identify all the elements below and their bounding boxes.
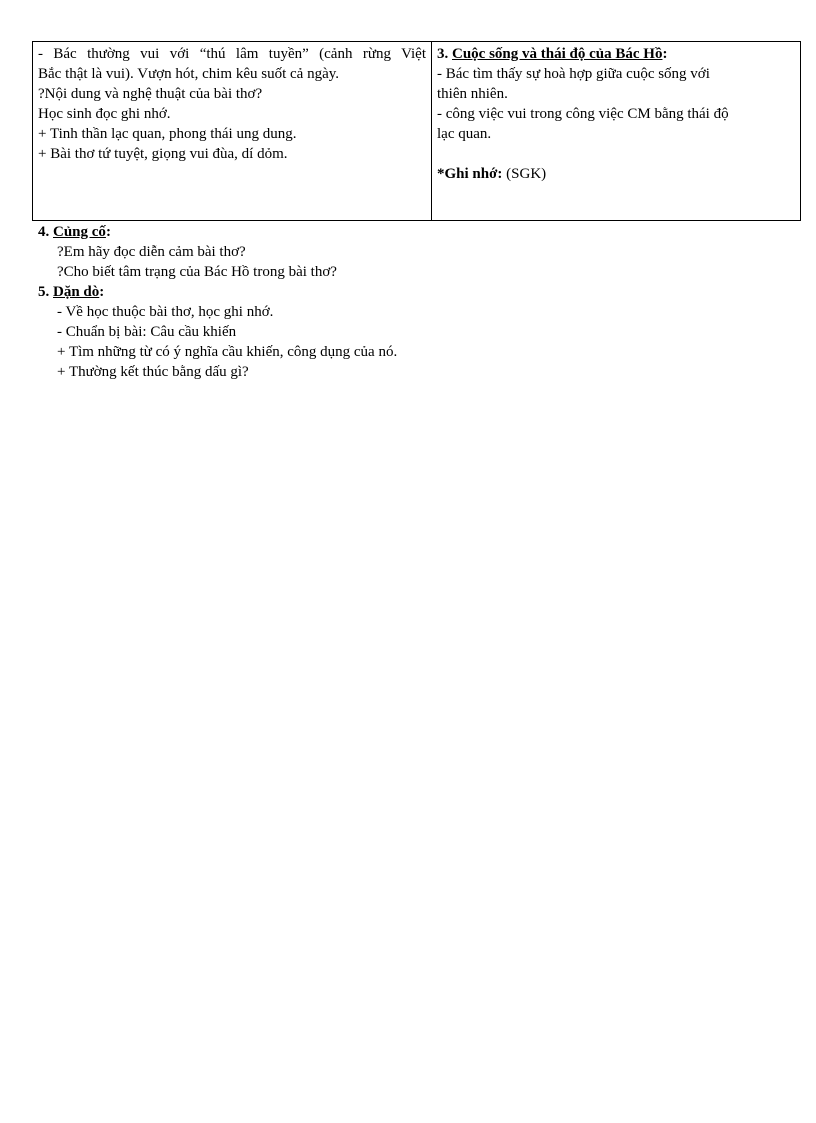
table-line: + Tinh thần lạc quan, phong thái ung dung. [38,126,297,142]
table-line: thiên nhiên. [437,86,508,102]
table-line: - công việc vui trong công việc CM bằng thái độ [437,106,729,122]
table-line: - Bác tìm thấy sự hoà hợp giữa cuộc sống với [437,66,710,82]
body-line: + Thường kết thúc bằng dấu gì? [57,364,249,380]
table-line: Bắc thật là vui). Vượn hót, chim kêu suốt cả ngày. [38,66,339,82]
section-heading [38,282,397,302]
table-line: + Bài thơ tứ tuyệt, giọng vui đùa, dí dỏm. [38,146,288,162]
section-title: Củng cố [53,224,106,240]
section-title: Cuộc sống và thái độ của Bác Hồ [452,46,663,62]
note-label: *Ghi nhớ: [437,166,503,182]
body-line: ?Em hãy đọc diễn cảm bài thơ? [57,244,246,260]
after-table-content [38,222,397,382]
body-line: - Chuẩn bị bài: Câu cầu khiến [57,324,237,340]
note-text: (SGK) [502,166,547,182]
table-cell-right [432,42,800,220]
section-heading [38,222,397,242]
section-number: 3. [437,46,452,62]
lesson-table [32,41,801,221]
table-line: Học sinh đọc ghi nhớ. [38,106,171,122]
body-line: ?Cho biết tâm trạng của Bác Hồ trong bài thơ? [57,264,337,280]
body-line: - Về học thuộc bài thơ, học ghi nhớ. [57,304,274,320]
table-cell-left [33,42,432,220]
spacer [437,144,795,164]
section-number: 4. [38,224,53,240]
section-number: 5. [38,284,53,300]
section-title: Dặn dò [53,284,100,300]
section-heading [437,44,795,64]
note-line [437,164,795,184]
section-colon: : [662,46,668,62]
section-colon: : [105,224,111,240]
section-colon: : [99,284,105,300]
table-line: ?Nội dung và nghệ thuật của bài thơ? [38,86,263,102]
body-line: + Tìm những từ có ý nghĩa cầu khiến, công dụng của nó. [57,344,398,360]
table-line: - Bác thường vui với “thú lâm tuyền” (cảnh rừng Việt [38,46,426,62]
table-line: lạc quan. [437,126,492,142]
